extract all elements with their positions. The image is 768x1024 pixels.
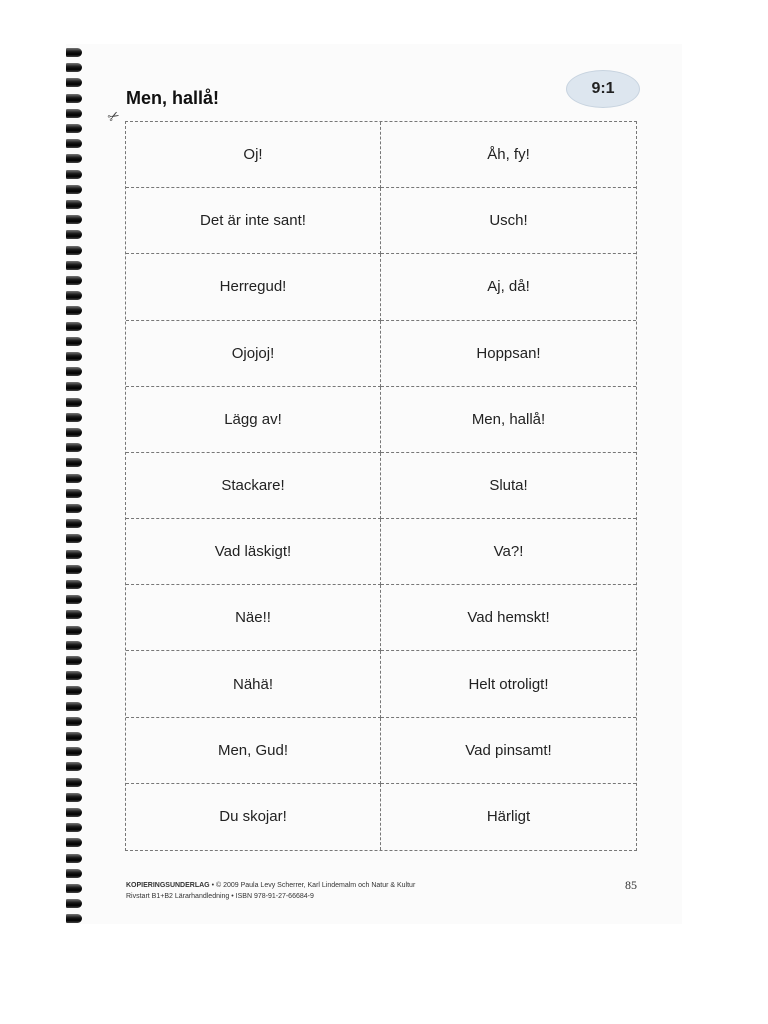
phrase-card: Men, Gud! bbox=[126, 718, 381, 784]
spiral-coil bbox=[66, 550, 82, 559]
spiral-coil bbox=[66, 306, 82, 315]
page-number: 85 bbox=[625, 878, 637, 892]
phrase-card-grid bbox=[125, 121, 637, 851]
spiral-coil bbox=[66, 474, 82, 483]
phrase-card: Stackare! bbox=[126, 453, 381, 519]
phrase-card: Men, hallå! bbox=[381, 387, 636, 453]
spiral-coil bbox=[66, 732, 82, 741]
spiral-coil bbox=[66, 200, 82, 209]
phrase-card: Ojojoj! bbox=[126, 321, 381, 387]
spiral-coil bbox=[66, 230, 82, 239]
spiral-coil bbox=[66, 778, 82, 787]
spiral-coil bbox=[66, 702, 82, 711]
spiral-coil bbox=[66, 367, 82, 376]
spiral-coil bbox=[66, 139, 82, 148]
phrase-card: Sluta! bbox=[381, 453, 636, 519]
spiral-coil bbox=[66, 823, 82, 832]
phrase-card: Åh, fy! bbox=[381, 122, 636, 188]
spiral-coil bbox=[66, 337, 82, 346]
spiral-coil bbox=[66, 641, 82, 650]
spiral-coil bbox=[66, 504, 82, 513]
spiral-coil bbox=[66, 565, 82, 574]
spiral-coil bbox=[66, 261, 82, 270]
footer-label: KOPIERINGSUNDERLAG bbox=[126, 882, 210, 889]
spiral-coil bbox=[66, 382, 82, 391]
spiral-coil bbox=[66, 519, 82, 528]
spiral-coil bbox=[66, 413, 82, 422]
phrase-card: Vad pinsamt! bbox=[381, 718, 636, 784]
footer-copyright: • © 2009 Paula Levy Scherrer, Karl Lindemalm och Natur & Kultur bbox=[209, 882, 416, 889]
spiral-coil bbox=[66, 154, 82, 163]
spiral-coil bbox=[66, 246, 82, 255]
spiral-coil bbox=[66, 747, 82, 756]
spiral-coil bbox=[66, 63, 82, 72]
spiral-coil bbox=[66, 686, 82, 695]
spiral-coil bbox=[66, 291, 82, 300]
phrase-card: Helt otroligt! bbox=[381, 651, 636, 717]
phrase-card: Aj, då! bbox=[381, 254, 636, 320]
phrase-card: Du skojar! bbox=[126, 784, 381, 850]
spiral-coil bbox=[66, 185, 82, 194]
spiral-coil bbox=[66, 458, 82, 467]
spiral-coil bbox=[66, 489, 82, 498]
spiral-coil bbox=[66, 124, 82, 133]
phrase-card: Nähä! bbox=[126, 651, 381, 717]
spiral-coil bbox=[66, 671, 82, 680]
spiral-coil bbox=[66, 869, 82, 878]
spiral-coil bbox=[66, 808, 82, 817]
spiral-coil bbox=[66, 443, 82, 452]
spiral-coil bbox=[66, 580, 82, 589]
copyright-footer bbox=[126, 880, 415, 902]
spiral-coil bbox=[66, 884, 82, 893]
phrase-card: Näe!! bbox=[126, 585, 381, 651]
phrase-card: Härligt bbox=[486, 808, 531, 826]
spiral-coil bbox=[66, 626, 82, 635]
phrase-card: Herregud! bbox=[126, 254, 381, 320]
spiral-binding bbox=[66, 44, 86, 924]
spiral-coil bbox=[66, 170, 82, 179]
footer-line-2: Rivstart B1+B2 Lärarhandledning • ISBN 978-91-27-66684-9 bbox=[126, 893, 314, 900]
spiral-coil bbox=[66, 276, 82, 285]
spiral-coil bbox=[66, 610, 82, 619]
spiral-coil bbox=[66, 78, 82, 87]
section-badge: 9:1 bbox=[566, 70, 640, 108]
phrase-card: Lägg av! bbox=[126, 387, 381, 453]
spiral-coil bbox=[66, 534, 82, 543]
spiral-coil bbox=[66, 854, 82, 863]
spiral-coil bbox=[66, 899, 82, 908]
phrase-card: Usch! bbox=[381, 188, 636, 254]
phrase-card: Oj! bbox=[126, 122, 381, 188]
scissors-icon: ✂ bbox=[104, 106, 123, 126]
phrase-card: Vad läskigt! bbox=[126, 519, 381, 585]
spiral-coil bbox=[66, 94, 82, 103]
spiral-coil bbox=[66, 762, 82, 771]
spiral-coil bbox=[66, 914, 82, 923]
spiral-coil bbox=[66, 428, 82, 437]
spiral-coil bbox=[66, 109, 82, 118]
phrase-card: Hoppsan! bbox=[381, 321, 636, 387]
spiral-coil bbox=[66, 656, 82, 665]
phrase-card: Det är inte sant! bbox=[126, 188, 381, 254]
spiral-coil bbox=[66, 48, 82, 57]
footer-line-1 bbox=[126, 880, 415, 891]
spiral-coil bbox=[66, 838, 82, 847]
spiral-coil bbox=[66, 595, 82, 604]
spiral-coil bbox=[66, 398, 82, 407]
spiral-coil bbox=[66, 717, 82, 726]
spiral-coil bbox=[66, 352, 82, 361]
phrase-card: Va?! bbox=[381, 519, 636, 585]
spiral-coil bbox=[66, 215, 82, 224]
spiral-coil bbox=[66, 322, 82, 331]
spiral-coil bbox=[66, 793, 82, 802]
page-title: Men, hallå! bbox=[126, 88, 220, 108]
phrase-card: Vad hemskt! bbox=[381, 585, 636, 651]
